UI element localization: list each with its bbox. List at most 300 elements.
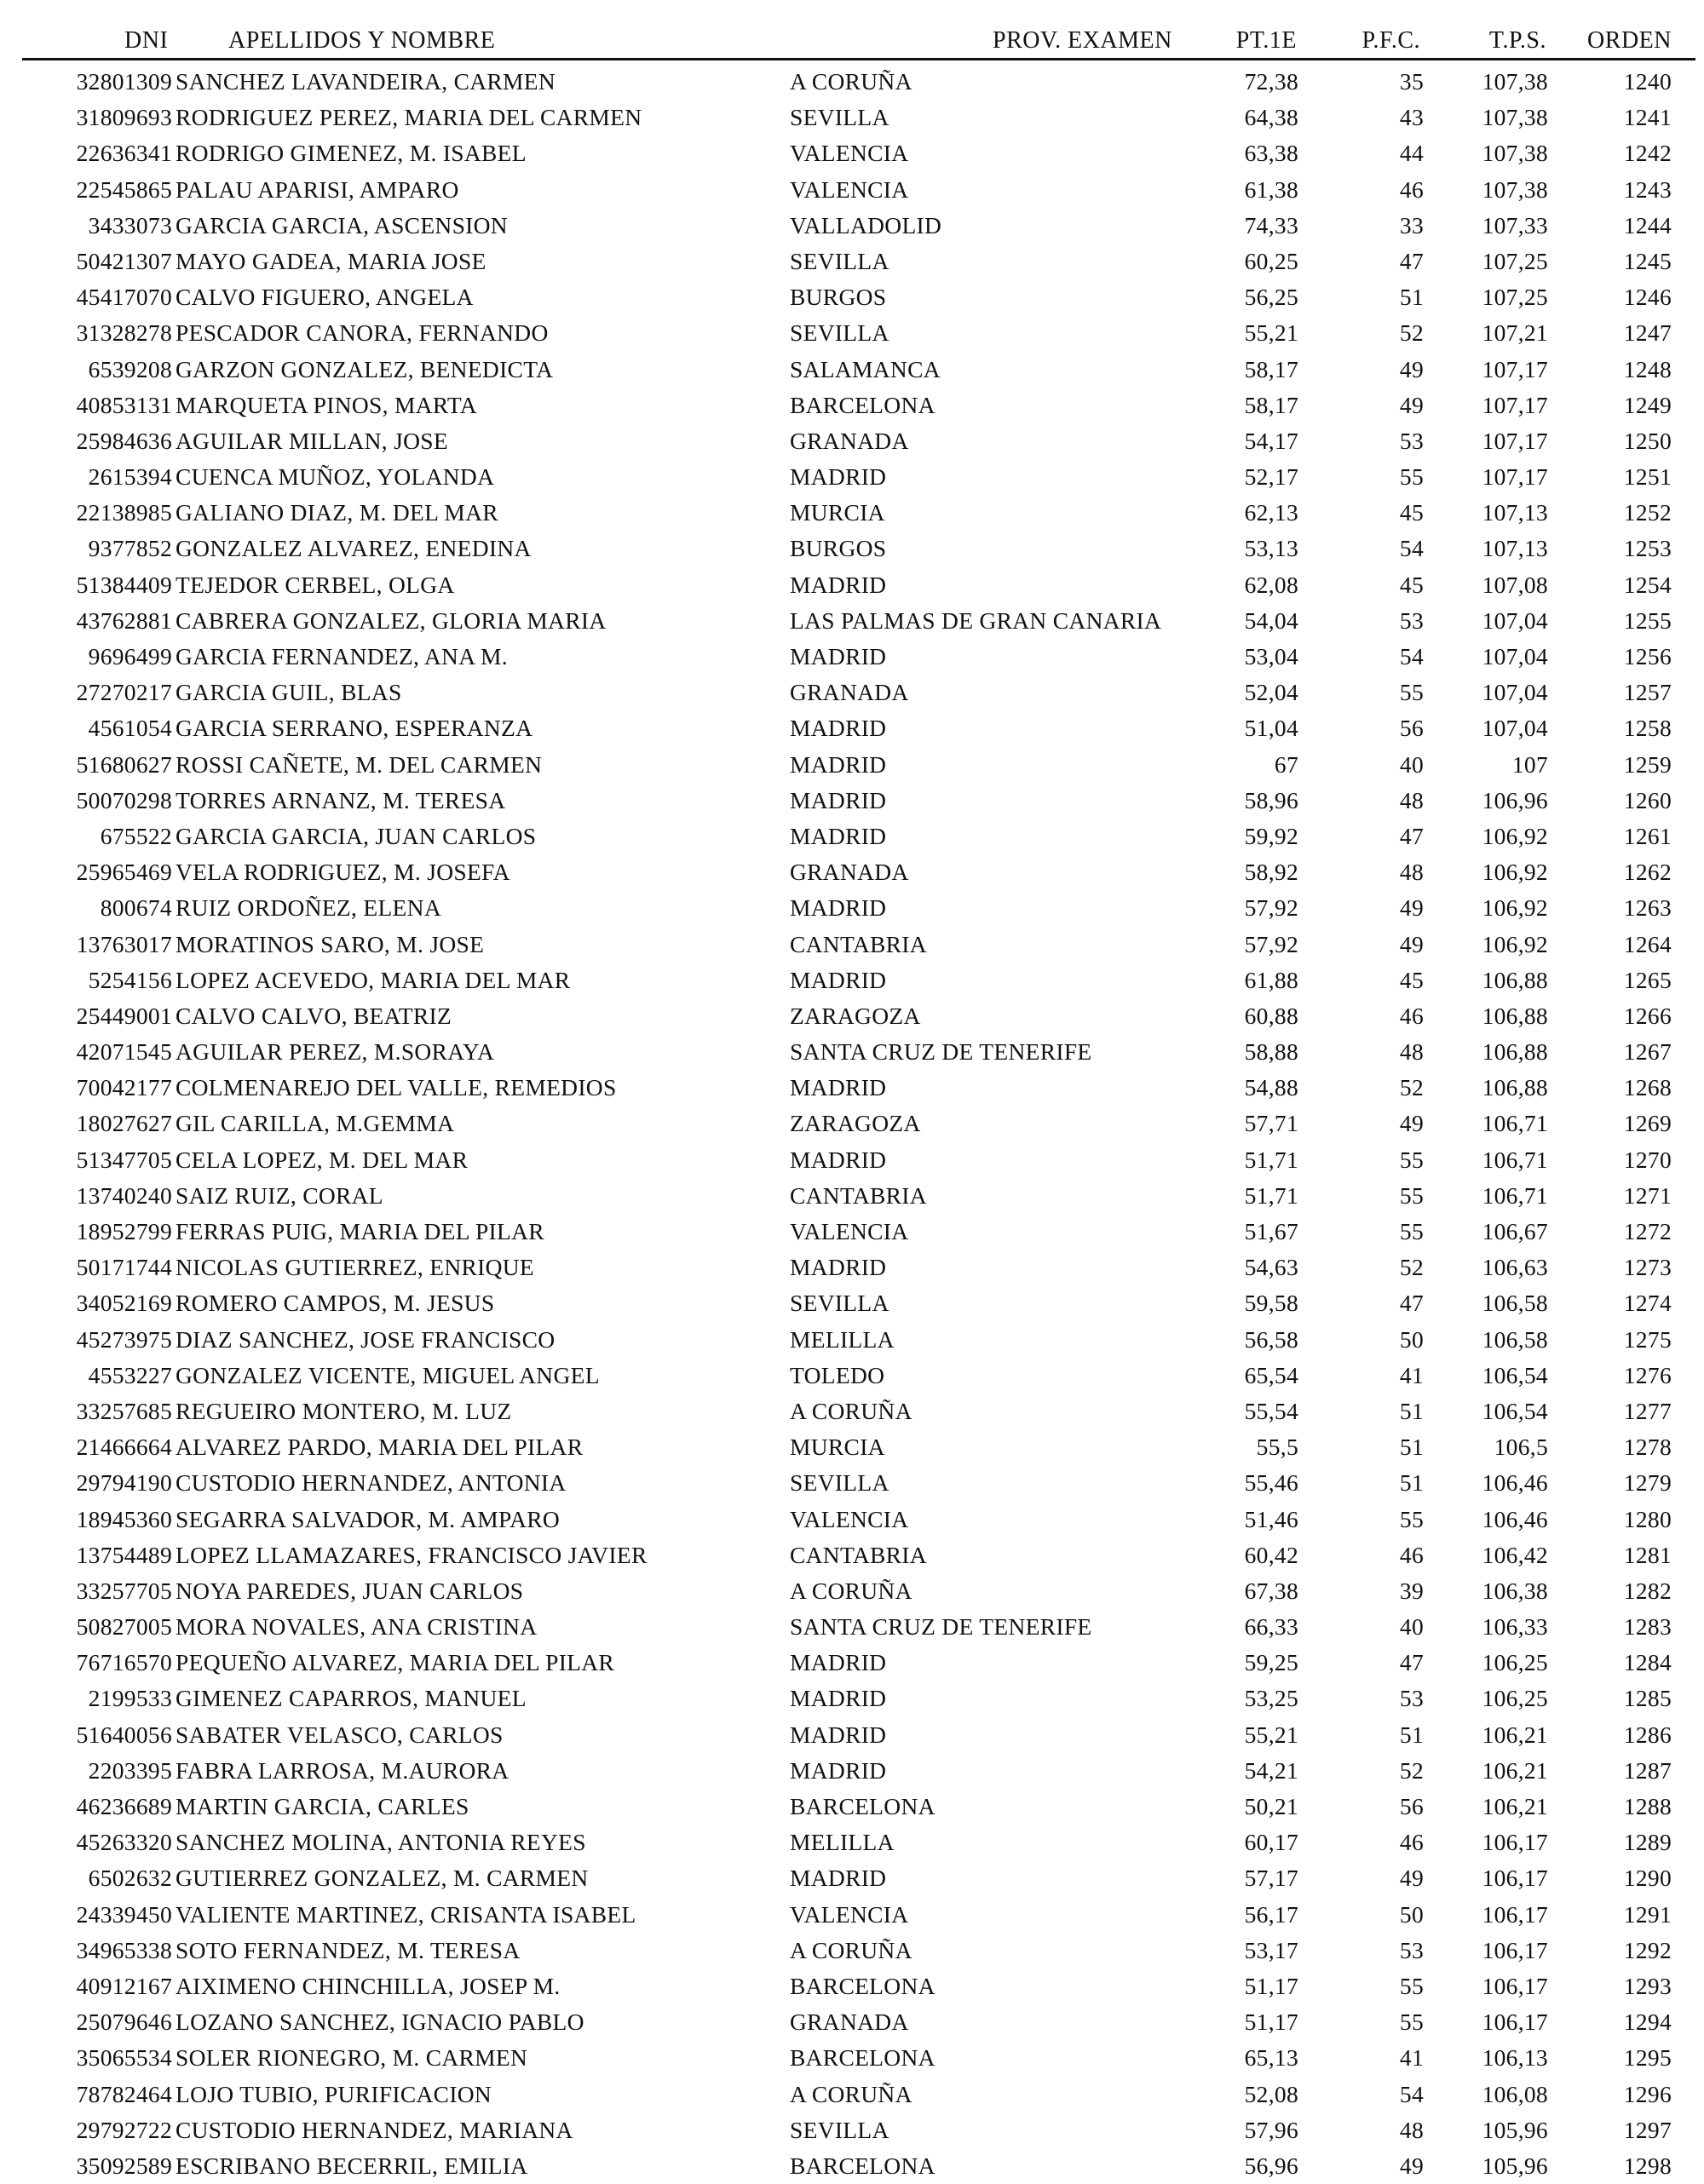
table-row [0, 1034, 1704, 1070]
table-row [0, 567, 1704, 603]
cell-name: NICOLAS GUTIERREZ, ENRIQUE [176, 1254, 535, 1281]
cell-pt1e: 65,13 [1244, 2044, 1298, 2072]
cell-name: SANCHEZ MOLINA, ANTONIA REYES [176, 1829, 586, 1856]
cell-tps: 107,13 [1482, 535, 1548, 562]
cell-orden: 1273 [1623, 1254, 1672, 1281]
table-row [0, 1106, 1704, 1141]
cell-pfc: 48 [1399, 859, 1424, 886]
cell-pt1e: 60,25 [1244, 247, 1298, 274]
cell-tps: 106,17 [1482, 2009, 1548, 2036]
cell-prov-examen: SEVILLA [790, 247, 889, 274]
cell-pt1e: 55,46 [1244, 1469, 1298, 1497]
cell-tps: 106,63 [1482, 1254, 1548, 1281]
cell-prov-examen: ZARAGOZA [790, 1110, 921, 1137]
cell-orden: 1264 [1623, 930, 1672, 957]
cell-pt1e: 52,08 [1244, 2080, 1298, 2107]
cell-pfc: 41 [1399, 2044, 1424, 2072]
cell-name: GARCIA GARCIA, JUAN CARLOS [176, 822, 537, 849]
cell-orden: 1298 [1623, 2152, 1672, 2179]
cell-prov-examen: A CORUÑA [790, 2080, 912, 2107]
cell-tps: 106,92 [1482, 859, 1548, 886]
cell-dni: 2199533 [88, 1685, 172, 1712]
cell-pfc: 50 [1399, 1325, 1424, 1353]
cell-orden: 1271 [1623, 1181, 1672, 1209]
cell-tps: 106,88 [1482, 1074, 1548, 1101]
cell-prov-examen: MADRID [790, 1685, 887, 1712]
cell-dni: 78782464 [76, 2080, 172, 2107]
cell-pt1e: 55,54 [1244, 1397, 1298, 1424]
cell-pt1e: 59,58 [1244, 1290, 1298, 1317]
cell-name: ALVAREZ PARDO, MARIA DEL PILAR [176, 1434, 584, 1461]
cell-name: GARCIA GUIL, BLAS [176, 679, 402, 706]
cell-pfc: 46 [1399, 175, 1424, 203]
cell-name: PEQUEÑO ALVAREZ, MARIA DEL PILAR [176, 1649, 615, 1676]
cell-prov-examen: MURCIA [790, 499, 885, 526]
cell-name: CUENCA MUÑOZ, YOLANDA [176, 463, 495, 491]
cell-prov-examen: MADRID [790, 715, 887, 742]
cell-prov-examen: MELILLA [790, 1325, 895, 1353]
cell-pt1e: 53,04 [1244, 643, 1298, 670]
cell-prov-examen: SEVILLA [790, 1469, 889, 1497]
cell-dni: 25965469 [76, 859, 172, 886]
cell-name: GARCIA FERNANDEZ, ANA M. [176, 643, 508, 670]
cell-pt1e: 51,17 [1244, 1972, 1298, 1999]
table-row [0, 1322, 1704, 1358]
cell-pfc: 48 [1399, 786, 1424, 813]
cell-pt1e: 51,67 [1244, 1218, 1298, 1244]
cell-tps: 106,71 [1482, 1146, 1548, 1173]
cell-dni: 13740240 [76, 1181, 172, 1209]
cell-orden: 1277 [1623, 1397, 1672, 1424]
cell-pfc: 51 [1399, 1721, 1424, 1748]
cell-tps: 106,46 [1482, 1505, 1548, 1532]
cell-orden: 1244 [1623, 211, 1672, 239]
cell-pfc: 51 [1399, 1434, 1424, 1461]
cell-pt1e: 57,17 [1244, 1865, 1298, 1892]
cell-prov-examen: MADRID [790, 643, 887, 670]
cell-name: PALAU APARISI, AMPARO [176, 175, 459, 203]
cell-orden: 1283 [1623, 1613, 1672, 1641]
cell-orden: 1247 [1623, 319, 1672, 347]
cell-name: CABRERA GONZALEZ, GLORIA MARIA [176, 606, 607, 634]
cell-tps: 106,17 [1482, 1972, 1548, 1999]
table-row [0, 2148, 1704, 2184]
cell-name: MAYO GADEA, MARIA JOSE [176, 247, 486, 274]
cell-dni: 27270217 [76, 679, 172, 706]
cell-tps: 106,5 [1494, 1434, 1548, 1461]
cell-dni: 24339450 [76, 1900, 172, 1928]
table-row [0, 1070, 1704, 1106]
cell-pt1e: 51,04 [1244, 715, 1298, 742]
cell-tps: 107,33 [1482, 211, 1548, 239]
cell-name: GONZALEZ ALVAREZ, ENEDINA [176, 535, 532, 562]
cell-tps: 106,92 [1482, 930, 1548, 957]
table-row [0, 927, 1704, 963]
cell-orden: 1249 [1623, 391, 1672, 418]
cell-pt1e: 58,17 [1244, 391, 1298, 418]
cell-orden: 1266 [1623, 1002, 1672, 1029]
cell-prov-examen: SEVILLA [790, 104, 889, 131]
table-row [0, 1789, 1704, 1825]
cell-pfc: 35 [1399, 68, 1424, 95]
cell-name: RUIZ ORDOÑEZ, ELENA [176, 894, 441, 922]
cell-pfc: 49 [1399, 930, 1424, 957]
cell-tps: 106,08 [1482, 2080, 1548, 2107]
cell-tps: 106,17 [1482, 1936, 1548, 1963]
cell-tps: 107,04 [1482, 715, 1548, 742]
cell-pt1e: 62,08 [1244, 571, 1298, 598]
cell-orden: 1285 [1623, 1685, 1672, 1712]
table-row [0, 1753, 1704, 1789]
cell-pfc: 50 [1399, 1900, 1424, 1928]
cell-orden: 1243 [1623, 175, 1672, 203]
cell-name: TEJEDOR CERBEL, OLGA [176, 571, 455, 598]
cell-prov-examen: CANTABRIA [790, 930, 927, 957]
cell-dni: 2615394 [88, 463, 172, 491]
table-row [0, 1142, 1704, 1178]
table-row [0, 1645, 1704, 1681]
cell-pt1e: 60,17 [1244, 1829, 1298, 1856]
cell-name: PESCADOR CANORA, FERNANDO [176, 319, 549, 347]
cell-orden: 1253 [1623, 535, 1672, 562]
cell-name: MORATINOS SARO, M. JOSE [176, 930, 485, 957]
cell-pfc: 49 [1399, 1865, 1424, 1892]
cell-orden: 1252 [1623, 499, 1672, 526]
cell-pfc: 56 [1399, 1793, 1424, 1819]
cell-tps: 107,17 [1482, 355, 1548, 382]
cell-prov-examen: SANTA CRUZ DE TENERIFE [790, 1613, 1092, 1641]
cell-prov-examen: BARCELONA [790, 2044, 935, 2072]
table-row [0, 279, 1704, 315]
cell-name: GARCIA SERRANO, ESPERANZA [176, 715, 533, 742]
cell-prov-examen: VALENCIA [790, 1505, 909, 1532]
cell-orden: 1255 [1623, 606, 1672, 634]
cell-pfc: 55 [1399, 2009, 1424, 2036]
cell-name: GONZALEZ VICENTE, MIGUEL ANGEL [176, 1361, 600, 1388]
cell-orden: 1278 [1623, 1434, 1672, 1461]
table-row [0, 1465, 1704, 1501]
cell-pt1e: 53,13 [1244, 535, 1298, 562]
table-row [0, 388, 1704, 423]
cell-pfc: 55 [1399, 679, 1424, 706]
cell-pfc: 47 [1399, 247, 1424, 274]
cell-dni: 18952799 [76, 1218, 172, 1244]
cell-pfc: 45 [1399, 571, 1424, 598]
cell-pfc: 49 [1399, 894, 1424, 922]
cell-tps: 106,92 [1482, 894, 1548, 922]
cell-name: ESCRIBANO BECERRIL, EMILIA [176, 2152, 528, 2179]
cell-prov-examen: MADRID [790, 1649, 887, 1676]
cell-prov-examen: MADRID [790, 1074, 887, 1101]
cell-tps: 107,04 [1482, 643, 1548, 670]
cell-tps: 106,96 [1482, 786, 1548, 813]
table-row [0, 1573, 1704, 1609]
cell-dni: 25984636 [76, 427, 172, 454]
cell-prov-examen: MADRID [790, 463, 887, 491]
cell-pt1e: 54,04 [1244, 606, 1298, 634]
cell-orden: 1274 [1623, 1290, 1672, 1317]
cell-pfc: 55 [1399, 1218, 1424, 1244]
cell-pfc: 49 [1399, 391, 1424, 418]
cell-name: AGUILAR PEREZ, M.SORAYA [176, 1038, 495, 1066]
cell-pt1e: 56,96 [1244, 2152, 1298, 2179]
cell-tps: 107,25 [1482, 284, 1548, 311]
header-name: APELLIDOS Y NOMBRE [228, 27, 496, 54]
cell-pfc: 53 [1399, 1936, 1424, 1963]
cell-tps: 106,25 [1482, 1649, 1548, 1676]
cell-orden: 1289 [1623, 1829, 1672, 1856]
cell-dni: 13763017 [76, 930, 172, 957]
table-row [0, 1717, 1704, 1753]
cell-tps: 106,88 [1482, 966, 1548, 993]
cell-name: AIXIMENO CHINCHILLA, JOSEP M. [176, 1972, 561, 1999]
cell-tps: 106,92 [1482, 822, 1548, 849]
cell-prov-examen: MELILLA [790, 1829, 895, 1856]
table-row [0, 1860, 1704, 1896]
cell-pfc: 45 [1399, 966, 1424, 993]
cell-name: GALIANO DIAZ, M. DEL MAR [176, 499, 498, 526]
cell-prov-examen: MADRID [790, 750, 887, 778]
cell-name: CUSTODIO HERNANDEZ, MARIANA [176, 2116, 573, 2143]
cell-orden: 1267 [1623, 1038, 1672, 1066]
cell-name: SOLER RIONEGRO, M. CARMEN [176, 2044, 528, 2072]
cell-orden: 1292 [1623, 1936, 1672, 1963]
table-row [0, 208, 1704, 244]
cell-pfc: 44 [1399, 140, 1424, 167]
cell-prov-examen: A CORUÑA [790, 1577, 912, 1604]
cell-tps: 107,25 [1482, 247, 1548, 274]
cell-orden: 1294 [1623, 2009, 1672, 2036]
cell-dni: 6539208 [88, 355, 172, 382]
cell-dni: 29792722 [76, 2116, 172, 2143]
cell-dni: 34965338 [76, 1936, 172, 1963]
cell-pt1e: 64,38 [1244, 104, 1298, 131]
cell-pt1e: 54,63 [1244, 1254, 1298, 1281]
table-row [0, 2040, 1704, 2076]
cell-tps: 107,04 [1482, 679, 1548, 706]
cell-dni: 21466664 [76, 1434, 172, 1461]
cell-prov-examen: MADRID [790, 966, 887, 993]
cell-name: CALVO CALVO, BEATRIZ [176, 1002, 452, 1029]
table-row [0, 495, 1704, 531]
cell-pt1e: 53,17 [1244, 1936, 1298, 1963]
cell-tps: 106,46 [1482, 1469, 1548, 1497]
cell-dni: 34052169 [76, 1290, 172, 1317]
cell-prov-examen: SEVILLA [790, 319, 889, 347]
cell-orden: 1242 [1623, 140, 1672, 167]
cell-tps: 105,96 [1482, 2116, 1548, 2143]
cell-dni: 50827005 [76, 1613, 172, 1641]
cell-dni: 40853131 [76, 391, 172, 418]
cell-dni: 45273975 [76, 1325, 172, 1353]
cell-pt1e: 55,21 [1244, 1721, 1298, 1748]
cell-orden: 1268 [1623, 1074, 1672, 1101]
cell-dni: 22138985 [76, 499, 172, 526]
cell-pfc: 54 [1399, 643, 1424, 670]
cell-pfc: 52 [1399, 319, 1424, 347]
cell-name: MARTIN GARCIA, CARLES [176, 1793, 469, 1819]
cell-pfc: 49 [1399, 355, 1424, 382]
cell-tps: 107,13 [1482, 499, 1548, 526]
cell-pfc: 46 [1399, 1002, 1424, 1029]
cell-name: AGUILAR MILLAN, JOSE [176, 427, 448, 454]
cell-pt1e: 60,88 [1244, 1002, 1298, 1029]
cell-pt1e: 55,21 [1244, 319, 1298, 347]
cell-prov-examen: CANTABRIA [790, 1181, 927, 1209]
cell-prov-examen: SEVILLA [790, 2116, 889, 2143]
cell-pt1e: 57,71 [1244, 1110, 1298, 1137]
cell-name: SEGARRA SALVADOR, M. AMPARO [176, 1505, 561, 1532]
cell-name: SABATER VELASCO, CARLOS [176, 1721, 504, 1748]
cell-prov-examen: BURGOS [790, 284, 887, 311]
cell-pfc: 47 [1399, 1649, 1424, 1676]
cell-pfc: 53 [1399, 606, 1424, 634]
table-row [0, 531, 1704, 566]
cell-orden: 1261 [1623, 822, 1672, 849]
cell-name: LOPEZ LLAMAZARES, FRANCISCO JAVIER [176, 1541, 648, 1568]
cell-name: RODRIGO GIMENEZ, M. ISABEL [176, 140, 527, 167]
cell-tps: 106,17 [1482, 1865, 1548, 1892]
table-row [0, 1429, 1704, 1465]
table-row [0, 998, 1704, 1034]
cell-pt1e: 62,13 [1244, 499, 1298, 526]
cell-dni: 43762881 [76, 606, 172, 634]
cell-name: CALVO FIGUERO, ANGELA [176, 284, 474, 311]
cell-tps: 106,67 [1482, 1218, 1548, 1244]
header-orden: ORDEN [1587, 27, 1672, 54]
cell-orden: 1272 [1623, 1218, 1672, 1244]
cell-prov-examen: GRANADA [790, 427, 909, 454]
cell-dni: 5254156 [88, 966, 172, 993]
cell-tps: 106,21 [1482, 1793, 1548, 1819]
cell-prov-examen: VALENCIA [790, 1218, 909, 1244]
cell-prov-examen: A CORUÑA [790, 68, 912, 95]
cell-name: COLMENAREJO DEL VALLE, REMEDIOS [176, 1074, 617, 1101]
cell-pt1e: 59,92 [1244, 822, 1298, 849]
cell-prov-examen: MADRID [790, 571, 887, 598]
cell-name: DIAZ SANCHEZ, JOSE FRANCISCO [176, 1325, 556, 1353]
cell-pfc: 46 [1399, 1829, 1424, 1856]
cell-prov-examen: BARCELONA [790, 2152, 935, 2179]
table-row [0, 1214, 1704, 1250]
cell-tps: 106,21 [1482, 1721, 1548, 1748]
cell-prov-examen: GRANADA [790, 679, 909, 706]
cell-name: FERRAS PUIG, MARIA DEL PILAR [176, 1218, 544, 1244]
cell-name: MORA NOVALES, ANA CRISTINA [176, 1613, 538, 1641]
table-row [0, 675, 1704, 710]
cell-pt1e: 54,21 [1244, 1756, 1298, 1784]
cell-prov-examen: VALLADOLID [790, 211, 942, 239]
cell-pt1e: 54,17 [1244, 427, 1298, 454]
cell-dni: 22636341 [76, 140, 172, 167]
cell-dni: 46236689 [76, 1793, 172, 1819]
cell-dni: 35092589 [76, 2152, 172, 2179]
cell-dni: 76716570 [76, 1649, 172, 1676]
cell-prov-examen: A CORUÑA [790, 1936, 912, 1963]
cell-name: SOTO FERNANDEZ, M. TERESA [176, 1936, 521, 1963]
cell-pfc: 33 [1399, 211, 1424, 239]
cell-name: GARZON GONZALEZ, BENEDICTA [176, 355, 554, 382]
cell-orden: 1246 [1623, 284, 1672, 311]
cell-orden: 1251 [1623, 463, 1672, 491]
cell-tps: 106,25 [1482, 1685, 1548, 1712]
table-row [0, 639, 1704, 675]
cell-pt1e: 72,38 [1244, 68, 1298, 95]
cell-orden: 1240 [1623, 68, 1672, 95]
cell-pfc: 52 [1399, 1254, 1424, 1281]
cell-dni: 51384409 [76, 571, 172, 598]
cell-pt1e: 56,58 [1244, 1325, 1298, 1353]
cell-pt1e: 59,25 [1244, 1649, 1298, 1676]
cell-prov-examen: ZARAGOZA [790, 1002, 921, 1029]
cell-pt1e: 55,5 [1256, 1434, 1298, 1461]
cell-pt1e: 50,21 [1244, 1793, 1298, 1819]
cell-dni: 32801309 [76, 68, 172, 95]
cell-tps: 106,88 [1482, 1002, 1548, 1029]
cell-prov-examen: MADRID [790, 1254, 887, 1281]
cell-tps: 107,38 [1482, 175, 1548, 203]
cell-pt1e: 52,17 [1244, 463, 1298, 491]
cell-name: MARQUETA PINOS, MARTA [176, 391, 477, 418]
cell-dni: 31328278 [76, 319, 172, 347]
cell-tps: 106,71 [1482, 1181, 1548, 1209]
cell-orden: 1291 [1623, 1900, 1672, 1928]
cell-tps: 107,04 [1482, 606, 1548, 634]
cell-orden: 1281 [1623, 1541, 1672, 1568]
cell-pt1e: 66,33 [1244, 1613, 1298, 1641]
cell-pfc: 45 [1399, 499, 1424, 526]
cell-pfc: 52 [1399, 1756, 1424, 1784]
cell-orden: 1241 [1623, 104, 1672, 131]
header-pfc: P.F.C. [1361, 27, 1420, 54]
cell-pfc: 53 [1399, 1685, 1424, 1712]
cell-prov-examen: VALENCIA [790, 175, 909, 203]
cell-dni: 45263320 [76, 1829, 172, 1856]
cell-dni: 25449001 [76, 1002, 172, 1029]
cell-prov-examen: LAS PALMAS DE GRAN CANARIA [790, 606, 1162, 634]
cell-orden: 1257 [1623, 679, 1672, 706]
header-dni: DNI [124, 27, 169, 54]
cell-prov-examen: MADRID [790, 894, 887, 922]
cell-name: VALIENTE MARTINEZ, CRISANTA ISABEL [176, 1900, 636, 1928]
table-row [0, 1537, 1704, 1573]
cell-pt1e: 51,46 [1244, 1505, 1298, 1532]
cell-pfc: 55 [1399, 463, 1424, 491]
cell-tps: 105,96 [1482, 2152, 1548, 2179]
cell-dni: 50421307 [76, 247, 172, 274]
table-row [0, 1681, 1704, 1716]
cell-prov-examen: BARCELONA [790, 1793, 935, 1819]
cell-name: GARCIA GARCIA, ASCENSION [176, 211, 508, 239]
cell-prov-examen: VALENCIA [790, 1900, 909, 1928]
cell-orden: 1295 [1623, 2044, 1672, 2072]
cell-pt1e: 51,71 [1244, 1181, 1298, 1209]
cell-orden: 1265 [1623, 966, 1672, 993]
cell-pt1e: 67 [1274, 750, 1298, 778]
cell-pfc: 51 [1399, 1397, 1424, 1424]
cell-pt1e: 52,04 [1244, 679, 1298, 706]
table-row [0, 459, 1704, 495]
table-row [0, 100, 1704, 135]
cell-orden: 1269 [1623, 1110, 1672, 1137]
cell-prov-examen: MADRID [790, 822, 887, 849]
cell-name: VELA RODRIGUEZ, M. JOSEFA [176, 859, 510, 886]
cell-name: GUTIERREZ GONZALEZ, M. CARMEN [176, 1865, 589, 1892]
cell-dni: 51347705 [76, 1146, 172, 1173]
cell-pt1e: 54,88 [1244, 1074, 1298, 1101]
cell-orden: 1290 [1623, 1865, 1672, 1892]
cell-orden: 1282 [1623, 1577, 1672, 1604]
